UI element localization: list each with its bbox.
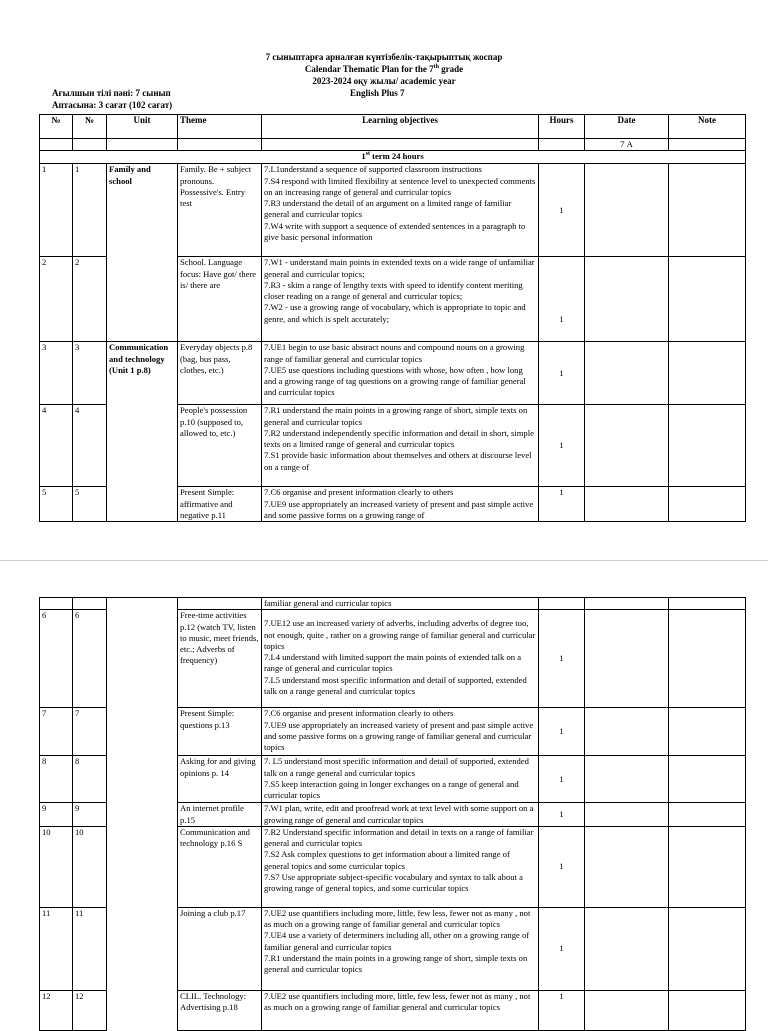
term-number: 1 bbox=[361, 151, 366, 162]
continuation-row bbox=[40, 598, 746, 610]
unit-cell bbox=[107, 257, 178, 342]
note-cell bbox=[669, 756, 746, 803]
table-row bbox=[40, 826, 746, 907]
hours-cell: 1 bbox=[539, 257, 585, 342]
row-number: 10 bbox=[40, 826, 73, 907]
unit-cell: Communication and technology (Unit 1 p.8) bbox=[107, 342, 178, 405]
column-header-theme: Theme bbox=[178, 115, 262, 139]
term-sup: st bbox=[365, 151, 370, 158]
title-english-text: Calendar Thematic Plan for the 7 bbox=[304, 64, 434, 74]
objective-item: 7.W4 write with support a sequence of extended sentences in a paragraph to give basic personal information bbox=[264, 220, 526, 243]
objective-item: 7.L1understand a sequence of supported classroom instructions bbox=[264, 164, 482, 175]
objective-item: 7.L5 understand most specific information and detail of supported, extended talk on a range general and curricular topics bbox=[264, 674, 527, 697]
unit-cell: Family and school bbox=[107, 164, 178, 257]
term-row bbox=[40, 151, 746, 164]
title-kazakh: 7 сыныптарға арналған күнтізбелік-тақырыптық жоспар bbox=[265, 52, 503, 62]
note-cell bbox=[669, 257, 746, 342]
table-row bbox=[40, 164, 746, 257]
hours-cell: 1 bbox=[539, 342, 585, 405]
date-cell bbox=[585, 164, 669, 257]
theme-cell: Family. Be + subject pronouns. Possessive's. Entry test bbox=[178, 164, 262, 257]
hours-cell: 1 bbox=[539, 610, 585, 708]
unit-cell bbox=[107, 610, 178, 708]
objective-item: 7.R1 understand the main points in a growing range of short, simple texts on general and curricular topics bbox=[264, 405, 528, 427]
row-lesson-number: 3 bbox=[73, 342, 107, 405]
row-lesson-number: 2 bbox=[73, 257, 107, 342]
objectives-cell bbox=[262, 708, 539, 756]
objectives-cell bbox=[262, 405, 539, 487]
column-header-number: № bbox=[40, 115, 73, 139]
row-number: 6 bbox=[40, 610, 73, 708]
unit-cell bbox=[107, 990, 178, 1030]
date-cell bbox=[585, 708, 669, 756]
objectives-cell bbox=[262, 826, 539, 907]
objective-item: 7.R2 Understand specific information and detail in texts on a range of familiar general and curricular topics bbox=[264, 826, 534, 849]
date-cell bbox=[585, 756, 669, 803]
date-cell bbox=[585, 610, 669, 708]
row-lesson-number: 6 bbox=[73, 610, 107, 708]
note-cell bbox=[669, 164, 746, 257]
theme-cell: Present Simple: questions p.13 bbox=[178, 708, 262, 756]
theme-cell: Joining a club p.17 bbox=[178, 907, 262, 990]
row-number: 8 bbox=[40, 756, 73, 803]
unit-cell bbox=[107, 487, 178, 522]
title-english-sup: th bbox=[433, 64, 439, 70]
unit-cell bbox=[107, 826, 178, 907]
table-row bbox=[40, 405, 746, 487]
unit-cell bbox=[107, 708, 178, 756]
row-number: 4 bbox=[40, 405, 73, 487]
objective-item: 7.UE9 use appropriately an increased variety of present and past simple active and some passive forms on a growing range of familiar general and curricular topics bbox=[264, 719, 534, 753]
unit-cell bbox=[107, 756, 178, 803]
unit-cell bbox=[107, 405, 178, 487]
objectives-cell bbox=[262, 487, 539, 522]
hours-cell: 1 bbox=[539, 164, 585, 257]
objectives-cell bbox=[262, 164, 539, 257]
date-cell bbox=[585, 487, 669, 522]
row-lesson-number: 8 bbox=[73, 756, 107, 803]
row-lesson-number: 10 bbox=[73, 826, 107, 907]
objectives-cell bbox=[262, 990, 539, 1030]
objectives-cell bbox=[262, 342, 539, 405]
hours-cell: 1 bbox=[539, 826, 585, 907]
hours-cell: 1 bbox=[539, 907, 585, 990]
row-lesson-number: 7 bbox=[73, 708, 107, 756]
note-cell bbox=[669, 826, 746, 907]
note-cell bbox=[669, 907, 746, 990]
note-cell bbox=[669, 487, 746, 522]
column-header-hours: Hours bbox=[539, 115, 585, 139]
date-cell bbox=[585, 257, 669, 342]
objectives-cell bbox=[262, 803, 539, 827]
theme-cell: Free-time activities p.12 (watch TV, listen to music, meet friends, etc.; Adverbs of frequency) bbox=[178, 610, 262, 708]
table-row bbox=[40, 610, 746, 708]
row-number: 5 bbox=[40, 487, 73, 522]
subject-label: Ағылшын тілі пәні: 7 сынып bbox=[52, 88, 171, 98]
row-lesson-number: 9 bbox=[73, 803, 107, 827]
objective-item: 7.S5 keep interaction going in longer exchanges on a range of general and curricular topics bbox=[264, 778, 519, 801]
term-label: term 24 hours bbox=[369, 151, 424, 162]
column-header-date: Date bbox=[585, 115, 669, 139]
row-lesson-number: 4 bbox=[73, 405, 107, 487]
hours-cell: 1 bbox=[539, 990, 585, 1030]
row-lesson-number: 12 bbox=[73, 990, 107, 1030]
objectives-cell bbox=[262, 756, 539, 803]
objectives-cell bbox=[262, 907, 539, 990]
hours-cell: 1 bbox=[539, 708, 585, 756]
weekly-hours: Аптасына: 3 сағат (102 сағат) bbox=[52, 100, 173, 110]
document-page-2 bbox=[0, 560, 768, 1025]
row-number: 9 bbox=[40, 803, 73, 827]
table-row bbox=[40, 756, 746, 803]
unit-cell bbox=[107, 803, 178, 827]
objective-item: 7.R1 understand the main points in a growing range of short, simple texts on general and curricular topics bbox=[264, 953, 528, 975]
hours-cell: 1 bbox=[539, 405, 585, 487]
theme-cell: School. Language focus: Have got/ there is/ there are bbox=[178, 257, 262, 342]
objective-item: 7.C6 organise and present information clearly to others bbox=[264, 487, 454, 498]
objective-item: 7.UE2 use quantifiers including more, little, few less, fewer not as many , not as much on a growing range of familiar general and curricular topics bbox=[264, 990, 531, 1013]
course-name: English Plus 7 bbox=[350, 88, 405, 98]
header-row bbox=[40, 115, 746, 139]
theme-cell: Present Simple: affirmative and negative p.11 bbox=[178, 487, 262, 522]
academic-year: 2023-2024 оқу жылы/ academic year bbox=[312, 76, 456, 86]
column-header-objectives: Learning objectives bbox=[262, 115, 539, 139]
theme-cell: People's possession p.10 (supposed to, allowed to, etc.) bbox=[178, 405, 262, 487]
table-row bbox=[40, 257, 746, 342]
class-row bbox=[40, 139, 746, 151]
date-cell bbox=[585, 405, 669, 487]
theme-cell: Asking for and giving opinions p. 14 bbox=[178, 756, 262, 803]
objective-item: 7.UE9 use appropriately an increased variety of present and past simple active and some passive forms on a growing range of bbox=[264, 498, 534, 520]
date-cell bbox=[585, 342, 669, 405]
note-cell bbox=[669, 405, 746, 487]
row-number: 12 bbox=[40, 990, 73, 1030]
theme-cell: CLIL. Technology: Advertising p.18 bbox=[178, 990, 262, 1030]
note-cell bbox=[669, 990, 746, 1030]
title-english-suffix: grade bbox=[438, 64, 464, 74]
objective-item: 7.UE1 begin to use basic abstract nouns and compound nouns on a growing range of familiar general and curricular topics bbox=[264, 342, 525, 364]
row-number: 2 bbox=[40, 257, 73, 342]
note-cell bbox=[669, 708, 746, 756]
date-cell bbox=[585, 990, 669, 1030]
objective-item: 7.C6 organise and present information clearly to others bbox=[264, 708, 454, 719]
objective-item: 7.S4 respond with limited flexibility at sentence level to unexpected comments on an increasing range of general and curricular topics bbox=[264, 175, 536, 197]
objective-item: 7.R2 understand independently specific information and detail in short, simple texts on a limited range of general and curricular topics bbox=[264, 427, 534, 450]
objective-item: 7.S1 provide basic information about themselves and others at discourse level on a range of bbox=[264, 450, 532, 472]
row-number: 11 bbox=[40, 907, 73, 990]
unit-cell bbox=[107, 907, 178, 990]
date-cell bbox=[585, 826, 669, 907]
objectives-cell bbox=[262, 257, 539, 342]
theme-cell: An internet profile p.15 bbox=[178, 803, 262, 827]
objective-item: 7.R3 - skim a range of lengthy texts with speed to identify content meriting closer reading on a range of general and curricular topics; bbox=[264, 279, 523, 302]
table-row bbox=[40, 342, 746, 405]
note-cell bbox=[669, 803, 746, 827]
row-lesson-number: 5 bbox=[73, 487, 107, 522]
column-header-number-2: № bbox=[73, 115, 107, 139]
date-cell bbox=[585, 803, 669, 827]
objective-item: 7.R3 understand the detail of an argument on a limited range of familiar general and curricular topics bbox=[264, 198, 512, 220]
table-row bbox=[40, 907, 746, 990]
row-number: 7 bbox=[40, 708, 73, 756]
theme-cell: Communication and technology p.16 S bbox=[178, 826, 262, 907]
row-number: 1 bbox=[40, 164, 73, 257]
title-english bbox=[0, 64, 768, 75]
objective-item: 7.L4 understand with limited support the main points of extended talk on a range of general and curricular topics bbox=[264, 652, 522, 674]
table-row bbox=[40, 803, 746, 827]
table-row bbox=[40, 990, 746, 1030]
objective-item: 7. L5 understand most specific information and detail of supported, extended talk on a range general and curricular topics bbox=[264, 756, 529, 778]
term-heading bbox=[40, 151, 746, 164]
objectives-cell bbox=[262, 610, 539, 708]
plan-table-page-2 bbox=[39, 597, 746, 1031]
table-row bbox=[40, 487, 746, 522]
continuation-text: familiar general and curricular topics bbox=[262, 598, 539, 610]
row-number: 3 bbox=[40, 342, 73, 405]
objective-item: 7.UE12 use an increased variety of adverbs, including adverbs of degree too, not enough, quite , rather on a growing range of familiar general and curricular topics bbox=[264, 618, 536, 651]
class-label: 7 А bbox=[585, 139, 669, 151]
note-cell bbox=[669, 342, 746, 405]
objective-item: 7.UE5 use questions including questions with whose, how often , how long and a growing range of tag questions on a growing range of familiar general and curricular topics bbox=[264, 364, 526, 398]
table-row bbox=[40, 708, 746, 756]
hours-cell: 1 bbox=[539, 803, 585, 827]
note-cell bbox=[669, 610, 746, 708]
row-lesson-number: 1 bbox=[73, 164, 107, 257]
objective-item: 7.UE4 use a variety of determiners including all, other on a growing range of familiar general and curricular topics bbox=[264, 930, 530, 952]
theme-cell: Everyday objects p.8 (bag, bus pass, clothes, etc.) bbox=[178, 342, 262, 405]
column-header-unit: Unit bbox=[107, 115, 178, 139]
objective-item: 7.S2 Ask complex questions to get information about a limited range of general topics and some curricular topics bbox=[264, 849, 510, 871]
objective-item: 7.W1 plan, write, edit and proofread work at text level with some support on a growing range of general and curricular topics bbox=[264, 803, 534, 825]
row-lesson-number: 11 bbox=[73, 907, 107, 990]
plan-table-page-1 bbox=[39, 114, 746, 522]
objective-item: 7.W1 - understand main points in extended texts on a wide range of unfamiliar general and curricular topics; bbox=[264, 257, 535, 279]
hours-cell: 1 bbox=[539, 756, 585, 803]
hours-cell: 1 bbox=[539, 487, 585, 522]
column-header-note: Note bbox=[669, 115, 746, 139]
objective-item: 7.UE2 use quantifiers including more, little, few less, fewer not as many , not as much on a growing range of familiar general and curricular topics bbox=[264, 907, 531, 930]
date-cell bbox=[585, 907, 669, 990]
objective-item: 7.S7 Use appropriate subject-specific vocabulary and syntax to talk about a growing range of general topics, and some curricular topics bbox=[264, 872, 523, 894]
objective-item: 7.W2 - use a growing range of vocabulary, which is appropriate to topic and genre, and which is spelt accurately; bbox=[264, 302, 526, 324]
